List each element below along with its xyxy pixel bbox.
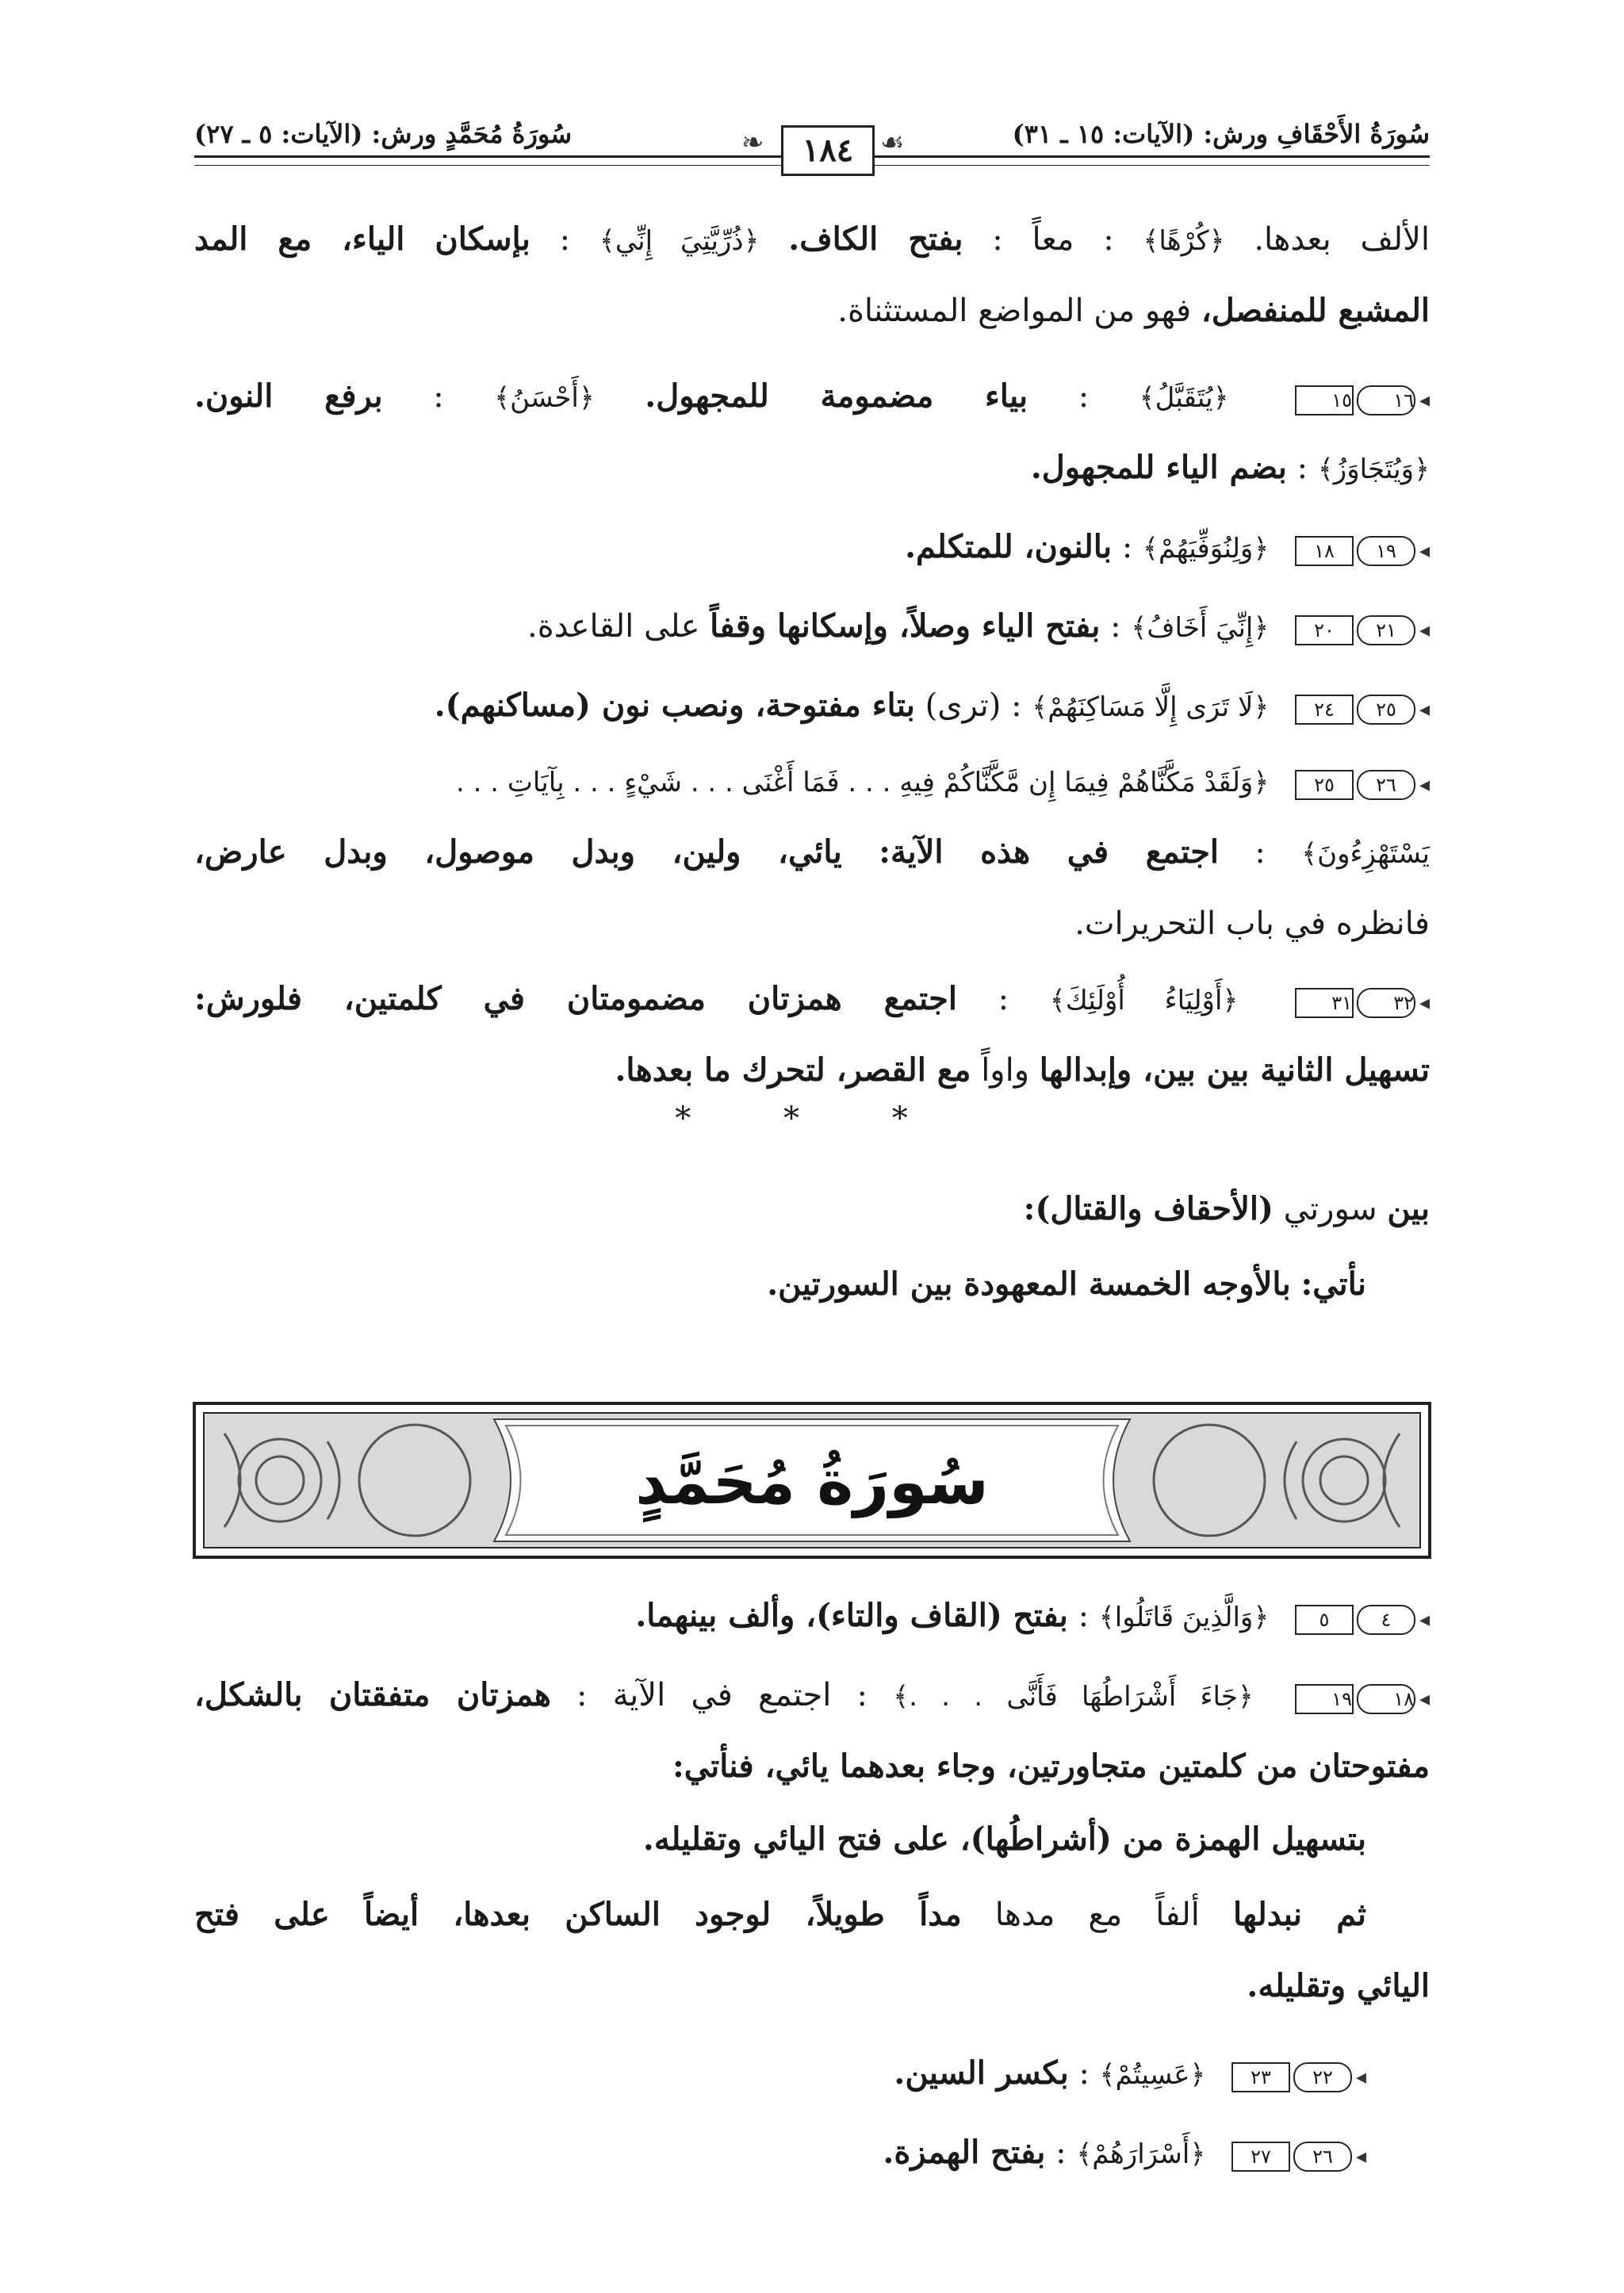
arrow-icon: ◂ (1419, 538, 1430, 563)
hafs-ayah-number: ٢٦ (1357, 770, 1415, 800)
text-line: المشبع للمنفصل، فهو من المواضع المستثناة. (837, 292, 1430, 329)
ayah-marker (1290, 374, 1430, 424)
warsh-ayah-number: ٢٠ (1295, 615, 1354, 645)
section-separator: * * * (675, 1101, 949, 1137)
warsh-ayah-number: ٢٤ (1295, 695, 1354, 725)
warsh-ayah-number: ٢٣ (1231, 2062, 1290, 2092)
hafs-ayah-number: ٢٢ (1293, 2062, 1352, 2092)
ayah-marker (1227, 2051, 1366, 2101)
arrow-icon: ◂ (1419, 388, 1431, 412)
ayah-marker (1290, 525, 1430, 575)
ayah-entry: ◂٤٥ ﴿وَالَّذِينَ قَاتَلُوا﴾ : بفتح (القاف والتاء)، وألف بينهما. (194, 1592, 1430, 1644)
warsh-ayah-number: ٥ (1295, 1605, 1354, 1635)
ornament-icon: ❧ (741, 127, 764, 159)
warsh-ayah-number: ١٨ (1295, 536, 1354, 566)
arrow-icon: ◂ (1419, 618, 1430, 642)
warsh-ayah-number: ١٩ (1295, 1684, 1354, 1714)
arrow-icon: ◂ (1419, 772, 1430, 797)
hafs-ayah-number: ١٨ (1357, 1684, 1415, 1714)
ayah-entry: ◂٢٢٢٣ ﴿عَسِيتُمْ﴾ : بكسر السين. (194, 2050, 1366, 2101)
ayah-entry: ◂٢١٢٠ ﴿إِنِّيَ أَخَافُ﴾ : بفتح الياء وصلاً، وإسكانها وقفاً على القاعدة. (194, 603, 1430, 654)
warsh-ayah-number: ٣١ (1295, 988, 1354, 1018)
arrow-icon: ◂ (1355, 2144, 1366, 2169)
hafs-ayah-number: ١٦ (1357, 385, 1415, 415)
arrow-icon: ◂ (1419, 990, 1431, 1015)
hafs-ayah-number: ٢٦ (1293, 2142, 1352, 2172)
warsh-ayah-number: ١٥ (1295, 385, 1354, 415)
warsh-ayah-number: ٢٥ (1295, 770, 1354, 800)
text-line: نأتي: بالأوجه الخمسة المعهودة بين السورتين. (767, 1265, 1366, 1303)
ayah-marker (1290, 977, 1430, 1027)
ayah-marker (1290, 759, 1430, 809)
ayah-marker (1290, 683, 1430, 733)
arrow-icon: ◂ (1355, 2065, 1366, 2089)
ayah-entry: ◂٢٦٢٧ ﴿أَسْرَارَهُمْ﴾ : بفتح الهمزة. (194, 2129, 1366, 2180)
text-line: فانظره في باب التحريرات. (1074, 905, 1430, 942)
page-number: ١٨٤ (781, 125, 875, 176)
ayah-entry: ◂٢٦٢٥ ﴿وَلَقَدْ مَكَّنَّاهُمْ فِيمَا إِن مَّكَّنَّاكُمْ فِيهِ . . . فَمَا أَغْنَى . . . شَيْءٍ . . . بِآيَاتِ . . . (194, 757, 1430, 809)
ayah-entry: ◂١٦١٥ ﴿يُتَقَبَّلُ﴾ : بياء مضمومة للمجهول. ﴿أَحْسَنُ﴾ : برفع النون. (194, 373, 1430, 424)
text-line: يَسْتَهْزِءُونَ﴾ : اجتمع في هذه الآية: يائي، ولين، وبدل موصول، وبدل عارض، (194, 833, 1430, 871)
ayah-entry: ◂٣٢٣١ ﴿أَوْلِيَاءُ أُوْلَئِكَ﴾ : اجتمع همزتان مضمومتان في كلمتين، فلورش: (194, 975, 1430, 1027)
arrow-icon: ◂ (1419, 697, 1430, 722)
ayah-marker (1290, 1673, 1430, 1723)
text-line: بتسهيل الهمزة من (أشراطُها)، على فتح اليائي وتقليله. (642, 1820, 1366, 1858)
hafs-ayah-number: ٣٢ (1357, 988, 1415, 1018)
text-line: تسهيل الثانية بين بين، وإبدالها واواً مع القصر، لتحرك ما بعدها. (615, 1051, 1430, 1089)
text-line: ﴿وَيُتَجَاوَزُ﴾ : بضم الياء للمجهول. (1030, 449, 1430, 486)
hafs-ayah-number: ٤ (1357, 1605, 1415, 1635)
ayah-marker (1290, 1594, 1430, 1644)
ayah-marker (1227, 2130, 1366, 2180)
text-line: اليائي وتقليله. (1247, 1967, 1430, 2004)
header-right-title: سُورَةُ الأَحْقَافِ ورش: (الآيات: ١٥ ـ ٣١) (1012, 119, 1430, 149)
ayah-entry: ◂١٩١٨ ﴿وَلِنُوَفِّيَهُمْ﴾ : بالنون، للمتكلم. (194, 523, 1430, 575)
text-line: الألف بعدها. ﴿كُرْهًا﴾ : معاً : بفتح الكاف. ﴿ذُرِّيَّتِيَ إِنِّي﴾ : بإسكان الياء، مع المد (194, 220, 1431, 258)
ornament-icon: ☙ (880, 127, 905, 159)
warsh-ayah-number: ٢٧ (1231, 2142, 1290, 2172)
hafs-ayah-number: ٢٥ (1357, 695, 1415, 725)
ayah-entry: ◂٢٥٢٤ ﴿لَا تَرَى إِلَّا مَسَاكِنَهُمْ﴾ : (ترى) بتاء مفتوحة، ونصب نون (مساكنهم). (194, 682, 1430, 733)
ayah-marker (1290, 604, 1430, 654)
hafs-ayah-number: ١٩ (1357, 536, 1415, 566)
ayah-entry: ◂١٨١٩ ﴿جَاءَ أَشْرَاطُهَا فَأَنَّى . . .﴾ : اجتمع في الآية : همزتان متفقتان بالشكل، (194, 1671, 1430, 1723)
surah-title-banner (193, 1402, 1431, 1559)
text-line: ثم نبدلها ألفاً مع مدها مداً طويلاً، لوجود الساكن بعدها، أيضاً على فتح (194, 1896, 1366, 1933)
arrow-icon: ◂ (1419, 1607, 1430, 1632)
section-heading: بين سورتي (الأحقاف والقتال): (1023, 1190, 1430, 1227)
surah-title: سُورَةُ مُحَمَّدٍ (635, 1447, 989, 1518)
header-left-title: سُورَةُ مُحَمَّدٍ ورش: (الآيات: ٥ ـ ٢٧) (194, 119, 573, 149)
text-line: مفتوحتان من كلمتين متجاورتين، وجاء بعدهما يائي، فنأتي: (672, 1748, 1430, 1785)
arrow-icon: ◂ (1419, 1686, 1431, 1711)
hafs-ayah-number: ٢١ (1357, 615, 1415, 645)
